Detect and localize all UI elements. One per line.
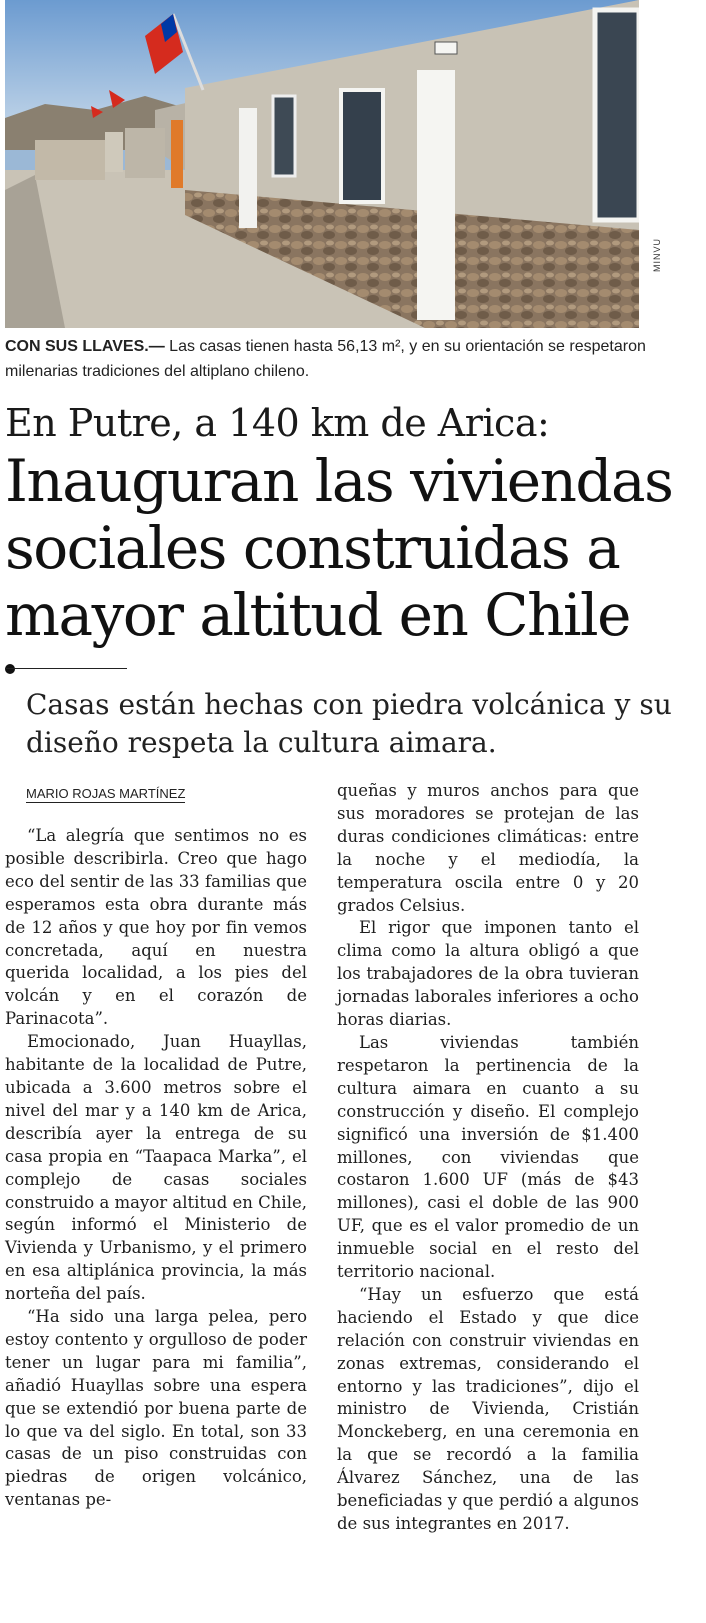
paragraph: Emocionado, Juan Huayllas, habitante de la localidad de Putre, ubicada a 3.600 metros sobre el nivel del mar y a 140 km de Arica, describía ayer la entrega de su casa propia en “Taapaca Marka”, el complejo de casas sociales construido a mayor altitud en Chile, según informó el Ministerio de Vivienda y Urbanismo, y el primero en esa altiplánica provincia, la más norteña del país. <box>5 1032 307 1304</box>
byline: MARIO ROJAS MARTÍNEZ <box>26 786 186 801</box>
column-2 <box>337 780 639 1536</box>
column-1 <box>5 825 307 1512</box>
article-kicker: En Putre, a 140 km de Arica: <box>5 401 550 445</box>
paragraph-continuation: queñas y muros anchos para que sus moradores se protejan de las duras condiciones climáticas: entre la noche y el mediodía, la temperatura oscila entre 0 y 20 grados Celsius. <box>337 781 639 915</box>
article-deck: Casas están hechas con piedra volcánica y su diseño respeta la cultura aimara. <box>26 688 672 759</box>
photo-caption <box>5 334 665 384</box>
paragraph: “La alegría que sentimos no es posible describirla. Creo que hago eco del sentir de las 33 familias que esperamos esta obra durante más de 12 años y que hoy por fin vemos concretada, aquí en nuestra querida localidad, a los pies del volcán y en el corazón de Parinacota”. <box>5 826 307 1029</box>
houses-illustration <box>5 0 639 328</box>
paragraph: Las viviendas también respetaron la pertinencia de la cultura aimara en cuanto a su construcción y diseño. El complejo significó una inversión de $1.400 millones, con viviendas que costaron 1.600 UF (más de $43 millones), casi el doble de las 900 UF, que es el valor promedio de un inmueble social en el resto del territorio nacional. <box>337 1032 639 1282</box>
caption-lead: CON SUS LLAVES.— <box>5 338 165 355</box>
paragraph: El rigor que imponen tanto el clima como la altura obligó a que los trabajadores de la obra tuvieran jornadas laborales inferiores a ocho horas diarias. <box>337 918 639 1030</box>
divider <box>5 668 127 669</box>
paragraph: “Ha sido una larga pelea, pero estoy contento y orgulloso de poder tener un lugar para mi familia”, añadió Huayllas sobre una espera que se extendió por buena parte de lo que va del siglo. En total, son 33 casas de un piso construidas con piedras de origen volcánico, ventanas pe- <box>5 1307 307 1510</box>
rule-bullet <box>5 664 15 674</box>
paragraph: “Hay un esfuerzo que está haciendo el Estado y que dice relación con construir viviendas en zonas extremas, considerando el entorno y las tradiciones”, dijo el ministro de Vivienda, Cristián Monckeberg, en una ceremonia en la que se recordó a la familia Álvarez Sánchez, una de las beneficiadas y que perdió a algunos de sus integrantes en 2017. <box>337 1284 639 1533</box>
caption-text: Las casas tienen hasta 56,13 m², y en su orientación se respetaron milenarias tradiciones del altiplano chileno. <box>5 338 646 380</box>
article-photo <box>5 0 639 328</box>
photo-credit: MINVU <box>652 238 662 272</box>
article-headline: Inauguran las viviendas sociales construidas a mayor altitud en Chile <box>5 447 673 649</box>
